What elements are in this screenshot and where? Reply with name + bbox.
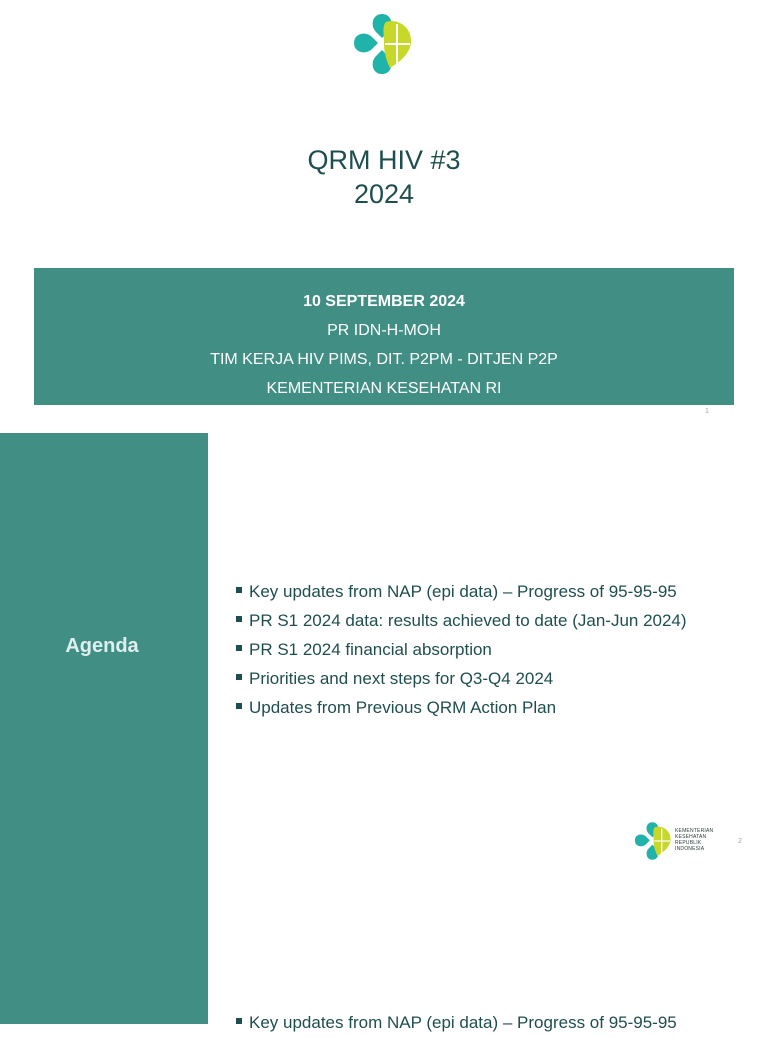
side-panel: [0, 433, 208, 1024]
page-number: 2: [738, 838, 742, 845]
info-banner: [34, 268, 734, 405]
list-item: Key updates from NAP (epi data) – Progress of 95-95-95: [234, 577, 687, 606]
kemenkes-logo: [352, 12, 414, 76]
list-item: PR S1 2024 data: results achieved to date (Jan-Jun 2024): [234, 606, 687, 635]
bullet-icon: [236, 703, 242, 709]
list-item: Key updates from NAP (epi data) – Progress of 95-95-95: [234, 1008, 677, 1037]
banner-line-4: KEMENTERIAN KESEHATAN RI: [266, 380, 502, 397]
bullet-icon: [236, 1018, 242, 1024]
banner-line-3: TIM KERJA HIV PIMS, DIT. P2PM - DITJEN P2P: [210, 351, 558, 368]
title-line-1: QRM HIV #3: [307, 145, 461, 175]
bullet-icon: [236, 587, 242, 593]
banner-line-2: PR IDN-H-MOH: [327, 322, 441, 339]
kemenkes-small-logo: [633, 821, 673, 861]
title-line-2: 2024: [353, 179, 415, 209]
next-slide-list: [234, 1008, 677, 1037]
agenda-title: Agenda: [65, 635, 139, 657]
list-item: Updates from Previous QRM Action Plan: [234, 693, 687, 722]
bullet-icon: [236, 645, 242, 651]
page-number: 1: [705, 408, 709, 415]
slide-title: [0, 143, 768, 211]
agenda-slide: [0, 433, 768, 1032]
list-item: PR S1 2024 financial absorption: [234, 635, 687, 664]
banner-date: 10 SEPTEMBER 2024: [303, 293, 465, 310]
agenda-list: [234, 577, 687, 722]
bullet-icon: [236, 674, 242, 680]
title-slide: [0, 0, 768, 432]
logo-wordmark: KEMENTERIAN KESEHATAN REPUBLIK INDONESIA: [675, 828, 714, 852]
bullet-icon: [236, 616, 242, 622]
list-item: Priorities and next steps for Q3-Q4 2024: [234, 664, 687, 693]
